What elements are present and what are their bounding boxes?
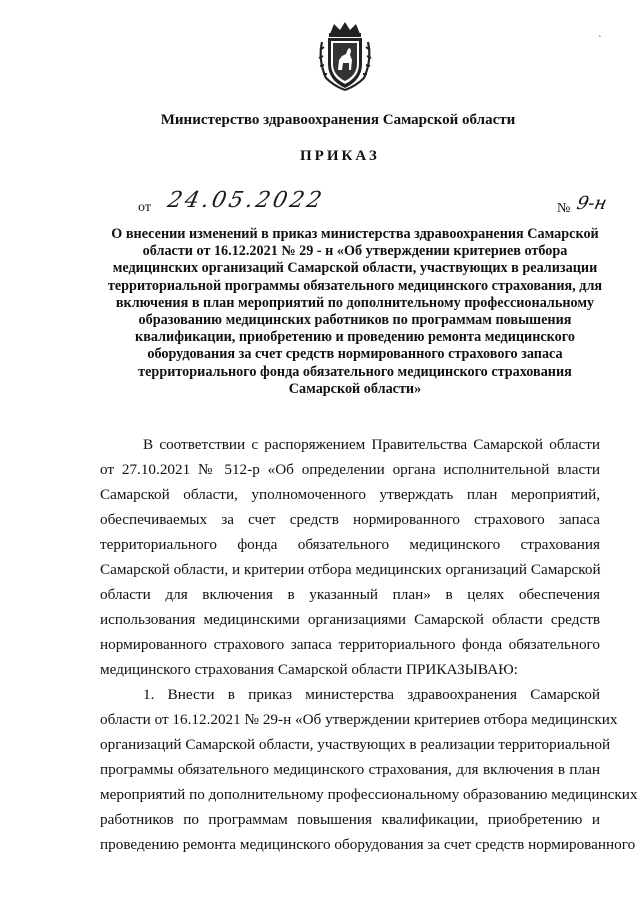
body-line: обеспечиваемых за счет средств нормированного страхового запаса (100, 511, 600, 528)
body-line: области от 16.12.2021 № 29-н «Об утверждении критериев отбора медицинских (100, 711, 618, 728)
order-subject (100, 226, 610, 398)
subject-line: медицинских организаций Самарской области, участвующих в реализации (112, 260, 598, 277)
handwritten-date: 24.05.2022 (165, 188, 327, 213)
subject-line: квалификации, приобретению и проведению ремонта медицинского (135, 329, 575, 346)
subject-line: территориального фонда обязательного медицинского страхования (138, 363, 572, 380)
subject-line: области от 16.12.2021 № 29 - н «Об утверждении критериев отбора (142, 243, 568, 260)
stray-mark: ` (598, 34, 602, 46)
body-line: мероприятий по дополнительному профессиональному образованию медицинских (100, 786, 638, 803)
handwritten-number: 9-н (574, 193, 609, 214)
body-line: территориального фонда обязательного медицинского страхования (100, 536, 600, 553)
body-line: Самарской области, уполномоченного утверждать план мероприятий, (100, 486, 600, 503)
subject-line: образованию медицинских работников по программам повышения (138, 312, 572, 329)
body-line: В соответствии с распоряжением Правительства Самарской области (143, 436, 600, 453)
document-title: ПРИКАЗ (300, 148, 380, 164)
number-label: № (557, 201, 571, 216)
subject-line: территориальной программы обязательного медицинского страхования, для (107, 277, 603, 294)
date-label: от (138, 200, 151, 215)
body-line: использования медицинскими организациями Самарской области средств (100, 611, 600, 628)
body-line: области для включения в указанный план» в целях обеспечения (100, 586, 600, 603)
body-line: 1. Внести в приказ министерства здравоохранения Самарской (143, 686, 600, 703)
body-line: от 27.10.2021 № 512-р «Об определении органа исполнительной власти (100, 461, 600, 478)
body-line: нормированного страхового запаса территориального фонда обязательного (100, 636, 600, 653)
body-line: медицинского страхования Самарской области ПРИКАЗЫВАЮ: (100, 661, 518, 678)
subject-line: включения в план мероприятий по дополнительному профессиональному (115, 294, 595, 311)
body-line: работников по программам повышения квалификации, приобретению и (100, 811, 600, 828)
body-line: организаций Самарской области, участвующих в реализации территориальной (100, 736, 611, 753)
ministry-name: Министерство здравоохранения Самарской области (160, 112, 516, 128)
subject-line: оборудования за счет средств нормированного страхового запаса (147, 346, 563, 363)
samara-coat-of-arms-icon (314, 20, 376, 92)
body-line: Самарской области, и критерии отбора медицинских организаций Самарской (100, 561, 601, 578)
body-line: программы обязательного медицинского страхования, для включения в план (100, 761, 600, 778)
subject-line: О внесении изменений в приказ министерства здравоохранения Самарской (111, 226, 599, 242)
subject-line: Самарской области» (288, 380, 422, 397)
body-line: проведению ремонта медицинского оборудования за счет средств нормированного (100, 836, 636, 853)
